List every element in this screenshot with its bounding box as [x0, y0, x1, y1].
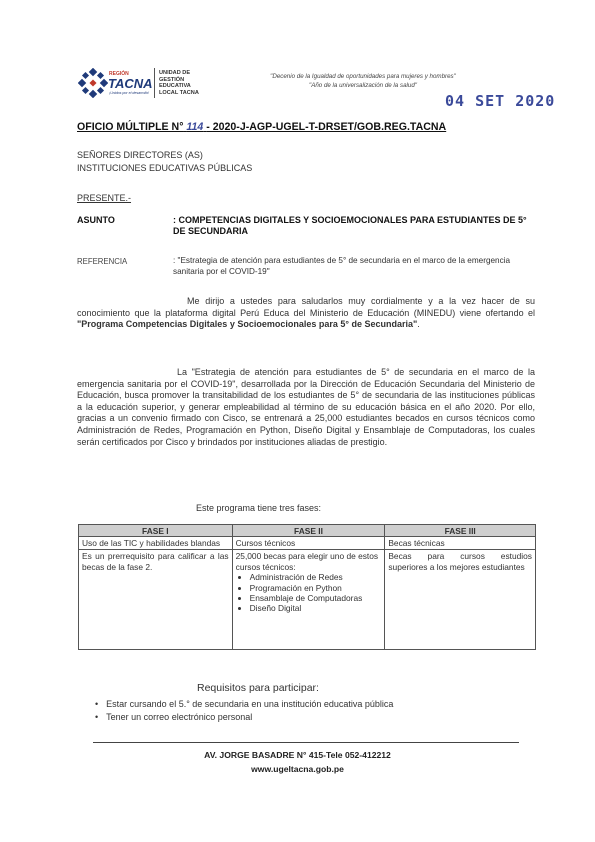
- logo-region-label: REGIÓN: [109, 71, 129, 77]
- table-row: [79, 550, 536, 650]
- referencia-label: REFERENCIA: [77, 257, 128, 266]
- fases-intro: Este programa tiene tres fases:: [196, 503, 322, 513]
- list-item: • Ensamblaje de Computadoras: [250, 593, 382, 603]
- table-row: [79, 537, 536, 550]
- region-logo: [78, 66, 154, 100]
- oficio-number: 114: [186, 121, 204, 133]
- table-cell: Uso de las TIC y habilidades blandas: [79, 537, 233, 550]
- unit-name: [159, 70, 219, 96]
- table-header: FASE II: [232, 525, 385, 537]
- course-list: [236, 572, 382, 614]
- table-cell: Becas técnicas: [385, 537, 536, 550]
- logo-emblem-icon: [78, 68, 108, 98]
- asunto-text: : COMPETENCIAS DIGITALES Y SOCIOEMOCIONALES PARA ESTUDIANTES DE 5° DE SECUNDARIA: [173, 215, 527, 236]
- unit-line: LOCAL TACNA: [159, 89, 199, 96]
- unit-line: UNIDAD DE: [159, 70, 191, 76]
- program-name: "Programa Competencias Digitales y Socioemocionales para 5° de Secundaria": [77, 319, 418, 330]
- oficio-title: [77, 121, 446, 133]
- year-quote: "Año de la universalización de la salud": [309, 82, 417, 89]
- paragraph-2: La "Estrategia de atención para estudiantes de 5° de secundaria en el marco de la emergencia sanitaria por el COVID-19", desarrollada por la Dirección de Educación Secundaria del Ministerio de Educación, busca promover la transitabilidad de los estudiantes de 5° de secundaria de las instituciones públicas a la educación superior, y generar empleabilidad al término de su educación básica en el año 2020. Por ello, gracias a un convenio firmado con Cisco, se entrenará a 25,000 estudiantes becados en cursos técnicos como Administración de Redes, Programación en Python, Diseño Digital y Ensamblaje de Computadoras, los cuales serán certificados por Cisco y brindados por instituciones aliadas de prestigio.: [77, 367, 535, 447]
- presente: PRESENTE.-: [77, 193, 132, 203]
- paragraph-1: [77, 296, 535, 331]
- p1-end: .: [417, 319, 420, 330]
- requisitos-title: Requisitos para participar:: [197, 682, 319, 694]
- footer-address: AV. JORGE BASADRE N° 415-Tele 052-412212: [204, 750, 391, 760]
- logo-tagline: ¡Unidos por el desarrollo!: [109, 91, 150, 95]
- list-item: • Administración de Redes: [250, 572, 382, 582]
- oficio-suffix: - 2020-J-AGP-UGEL-T-DRSET/GOB.REG.TACNA: [206, 121, 447, 133]
- table-header: FASE III: [385, 525, 536, 537]
- header-quotes: [243, 72, 483, 90]
- table-cell: Cursos técnicos: [232, 537, 385, 550]
- table-cell: Becas para cursos estudios superiores a los mejores estudiantes: [385, 550, 536, 650]
- asunto-label: ASUNTO: [77, 215, 115, 225]
- fases-table: [78, 524, 536, 650]
- courses-intro: 25,000 becas para elegir uno de estos cursos técnicos:: [235, 551, 379, 572]
- addressee-line-2: INSTITUCIONES EDUCATIVAS PÚBLICAS: [77, 163, 253, 173]
- list-item: • Diseño Digital: [250, 603, 382, 613]
- table-cell: Es un prerrequisito para calificar a las becas de la fase 2.: [79, 550, 233, 650]
- addressee-line-1: SEÑORES DIRECTORES (AS): [77, 150, 203, 160]
- table-cell-courses: [232, 550, 385, 650]
- footer-divider: [93, 742, 519, 743]
- oficio-prefix: OFICIO MÚLTIPLE N°: [77, 121, 184, 133]
- unit-line: EDUCATIVA: [159, 83, 191, 90]
- referencia-text: : "Estrategia de atención para estudiantes de 5° de secundaria en el marco de la emergencia sanitaria por el COVID-19": [173, 256, 511, 276]
- footer-website: www.ugeltacna.gob.pe: [251, 764, 344, 774]
- logo-divider: [154, 68, 155, 98]
- date-stamp: 04 SET 2020: [445, 92, 556, 110]
- table-header-row: [79, 525, 536, 537]
- logo-name: TACNA: [108, 76, 153, 91]
- list-item: • Estar cursando el 5.° de secundaria en una institución educativa pública: [95, 698, 393, 711]
- p1-plain: Me dirijo a ustedes para saludarlos muy cordialmente y a la vez hacer de su conocimiento que la plataforma digital Perú Educa del Ministerio de Educación (MINEDU) viene ofertando el: [77, 296, 535, 318]
- decade-quote: "Decenio de la Igualdad de oportunidades para mujeres y hombres": [270, 73, 456, 80]
- list-item: • Tener un correo electrónico personal: [95, 711, 393, 724]
- requisitos-list: [95, 698, 393, 724]
- table-header: FASE I: [79, 525, 233, 537]
- list-item: • Programación en Python: [250, 583, 382, 593]
- unit-line: GESTIÓN: [159, 76, 185, 83]
